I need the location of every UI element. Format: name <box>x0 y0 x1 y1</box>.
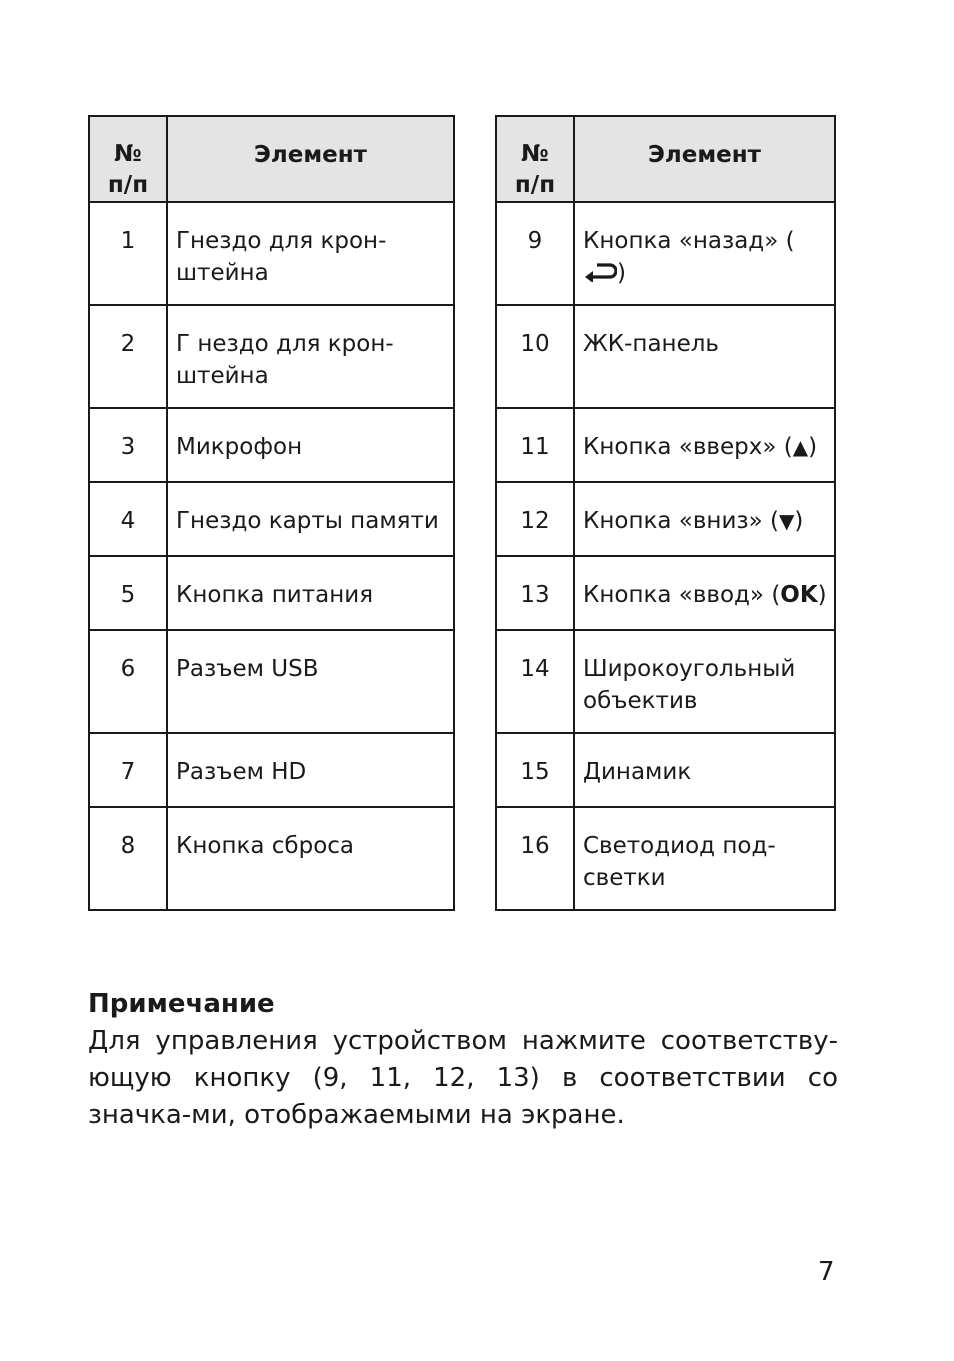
table-row <box>496 482 835 556</box>
header-number <box>496 116 574 202</box>
row-number: 10 <box>496 305 574 408</box>
row-label-line: светки <box>583 865 666 891</box>
row-label-text: Кнопка «вниз» ( <box>583 508 779 534</box>
row-label-text: Кнопка «вверх» ( <box>583 434 793 460</box>
row-label-line: объектив <box>583 688 698 714</box>
row-number: 4 <box>89 482 167 556</box>
row-label <box>574 202 835 305</box>
parts-table-block <box>88 115 836 938</box>
table-row <box>496 630 835 733</box>
parts-table-right <box>495 115 836 911</box>
header-element: Элемент <box>574 116 835 202</box>
table-row <box>496 807 835 910</box>
page-number: 7 <box>818 1257 835 1287</box>
row-label <box>574 807 835 910</box>
back-arrow-icon <box>583 262 617 282</box>
row-label-line: штейна <box>176 260 269 286</box>
row-label: Гнездо карты памяти <box>167 482 454 556</box>
parts-table-left <box>88 115 455 911</box>
header-number-line1: № <box>521 141 549 167</box>
row-number: 3 <box>89 408 167 482</box>
table-row <box>89 807 454 910</box>
table-row <box>496 305 835 408</box>
row-number: 6 <box>89 630 167 733</box>
header-element: Элемент <box>167 116 454 202</box>
header-number-line2: п/п <box>514 172 556 198</box>
table-row <box>89 630 454 733</box>
row-label-line: Г нездо для крон- <box>176 331 394 357</box>
row-label-suffix: ) <box>817 582 827 608</box>
row-label-suffix: ) <box>794 508 804 534</box>
row-number: 12 <box>496 482 574 556</box>
row-label: Кнопка сброса <box>167 807 454 910</box>
row-label-line: Светодиод под- <box>583 833 776 859</box>
row-number: 16 <box>496 807 574 910</box>
table-row <box>496 202 835 305</box>
header-number-line1: № <box>114 141 142 167</box>
down-triangle-icon: ▼ <box>778 509 795 533</box>
row-number: 8 <box>89 807 167 910</box>
row-label-line: Гнездо для крон- <box>176 228 387 254</box>
row-label: ЖК-панель <box>574 305 835 408</box>
row-label <box>167 202 454 305</box>
row-number: 1 <box>89 202 167 305</box>
row-label-line: штейна <box>176 363 269 389</box>
header-number <box>89 116 167 202</box>
note-text: Для управления устройством нажмите соответству-ющую кнопку (9, 11, 12, 13) в соответствии со значка-ми, отображаемыми на экране. <box>88 1026 838 1130</box>
row-label-line: Широкоугольный <box>583 656 796 682</box>
row-number: 2 <box>89 305 167 408</box>
row-number: 13 <box>496 556 574 630</box>
table-row <box>496 408 835 482</box>
row-number: 7 <box>89 733 167 807</box>
row-label <box>574 630 835 733</box>
row-number: 15 <box>496 733 574 807</box>
table-row <box>89 202 454 305</box>
row-number: 5 <box>89 556 167 630</box>
table-row <box>89 408 454 482</box>
row-label: Динамик <box>574 733 835 807</box>
table-row <box>496 556 835 630</box>
up-triangle-icon: ▲ <box>792 435 809 459</box>
row-label: Разъем HD <box>167 733 454 807</box>
row-label: Кнопка питания <box>167 556 454 630</box>
row-label <box>167 305 454 408</box>
row-number: 14 <box>496 630 574 733</box>
table-row <box>89 305 454 408</box>
table-row <box>89 556 454 630</box>
table-row <box>89 482 454 556</box>
row-label <box>574 408 835 482</box>
table-row <box>496 733 835 807</box>
row-label <box>574 556 835 630</box>
row-number: 9 <box>496 202 574 305</box>
note-title: Примечание <box>88 989 275 1019</box>
row-label: Разъем USB <box>167 630 454 733</box>
row-number: 11 <box>496 408 574 482</box>
row-label-text: Кнопка «назад» ( <box>583 228 795 254</box>
header-number-line2: п/п <box>107 172 149 198</box>
row-label-suffix: ) <box>808 434 818 460</box>
note-block <box>88 985 838 1134</box>
row-label-text: Кнопка «ввод» ( <box>583 582 781 608</box>
row-label: Микрофон <box>167 408 454 482</box>
ok-symbol: OK <box>780 582 818 608</box>
table-row <box>89 733 454 807</box>
row-label <box>574 482 835 556</box>
row-label-suffix: ) <box>617 260 626 286</box>
